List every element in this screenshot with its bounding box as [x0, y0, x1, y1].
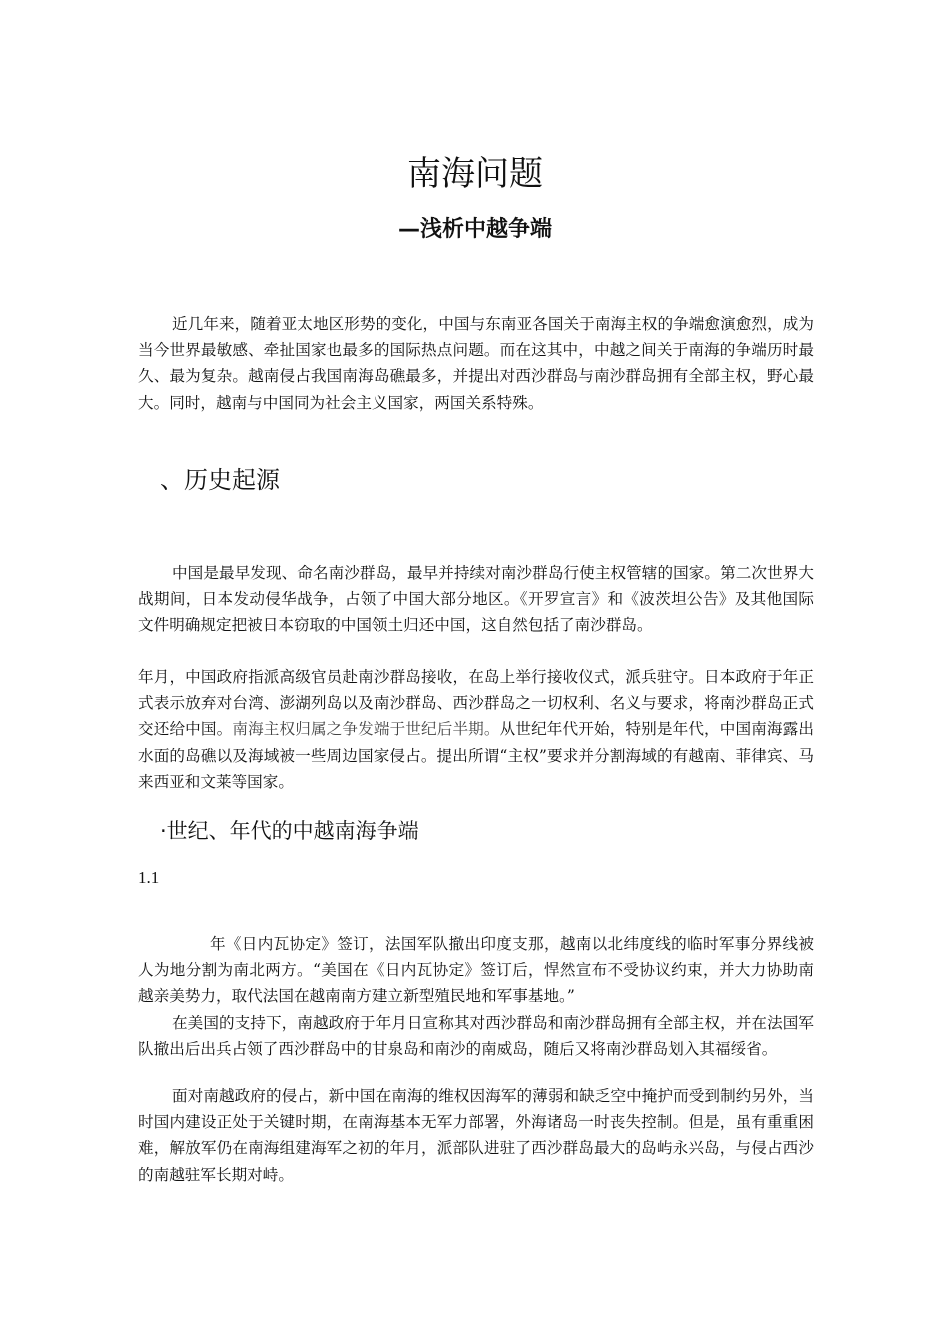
history-paragraph-2-text-a: 年月，中国政府指派高级官员赴南沙群岛接收，在岛上举行接收仪式，派兵驻守。日本政府于年正式表示放弃对台湾、澎湖列岛以及南沙群岛、西沙群岛之一切权利、名义与要求，将南沙群岛正式交还给中国。	[138, 668, 814, 739]
history-paragraph-2-text-b: 南海主权归属之争发端于世纪后半期。	[232, 720, 500, 739]
dispute-paragraph-1: 年《日内瓦协定》签订，法国军队撤出印度支那，越南以北纬度线的临时军事分界线被人为地分割为南北两方。“美国在《日内瓦协定》签订后，悍然宣布不受协议约束，并大力协助南越亲美势力，取代法国在越南南方建立新型殖民地和军事基地。”	[138, 935, 814, 1006]
section-heading-history: 、历史起源	[160, 466, 280, 494]
intro-paragraph: 近几年来，随着亚太地区形势的变化，中国与东南亚各国关于南海主权的争端愈演愈烈，成为当今世界最敏感、牵扯国家也最多的国际热点问题。而在这其中，中越之间关于南海的争端历时最久、最为复杂。越南侵占我国南海岛礁最多，并提出对西沙群岛与南沙群岛拥有全部主权，野心最大。同时，越南与中国同为社会主义国家，两国关系特殊。	[138, 315, 814, 412]
history-paragraph-1: 中国是最早发现、命名南沙群岛，最早并持续对南沙群岛行使主权管辖的国家。第二次世界大战期间，日本发动侵华战争，占领了中国大部分地区。《开罗宣言》和《波茨坦公告》及其他国际文件明确规定把被日本窃取的中国领土归还中国，这自然包括了南沙群岛。	[138, 564, 814, 635]
section-number: 1.1	[138, 868, 160, 887]
document-title: 南海问题	[407, 154, 543, 194]
document-subtitle: —浅析中越争端	[397, 217, 552, 242]
dispute-paragraph-3: 面对南越政府的侵占，新中国在南海的维权因海军的薄弱和缺乏空中掩护而受到制约另外，当时国内建设正处于关键时期，在南海基本无军力部署，外海诸岛一时丧失控制。但是，虽有重重困难，解放军仍在南海组建海军之初的年月，派部队进驻了西沙群岛最大的岛屿永兴岛，与侵占西沙的南越驻军长期对峙。	[138, 1087, 814, 1184]
section-heading-dispute: ·世纪、年代的中越南海争端	[160, 819, 419, 843]
history-paragraph-2-text-c: 从世纪年代开始，特别是年代，中国南海露出水面的岛礁以及海域被一些周边国家侵占。提出所谓“主权”要求并分割海域的有越南、菲律宾、马来西亚和文莱等国家。	[138, 720, 814, 791]
dispute-paragraph-2: 在美国的支持下，南越政府于年月日宣称其对西沙群岛和南沙群岛拥有全部主权，并在法国军队撤出后出兵占领了西沙群岛中的甘泉岛和南沙的南威岛，随后又将南沙群岛划入其福绥省。	[138, 1014, 814, 1059]
history-paragraph-2	[138, 664, 814, 795]
